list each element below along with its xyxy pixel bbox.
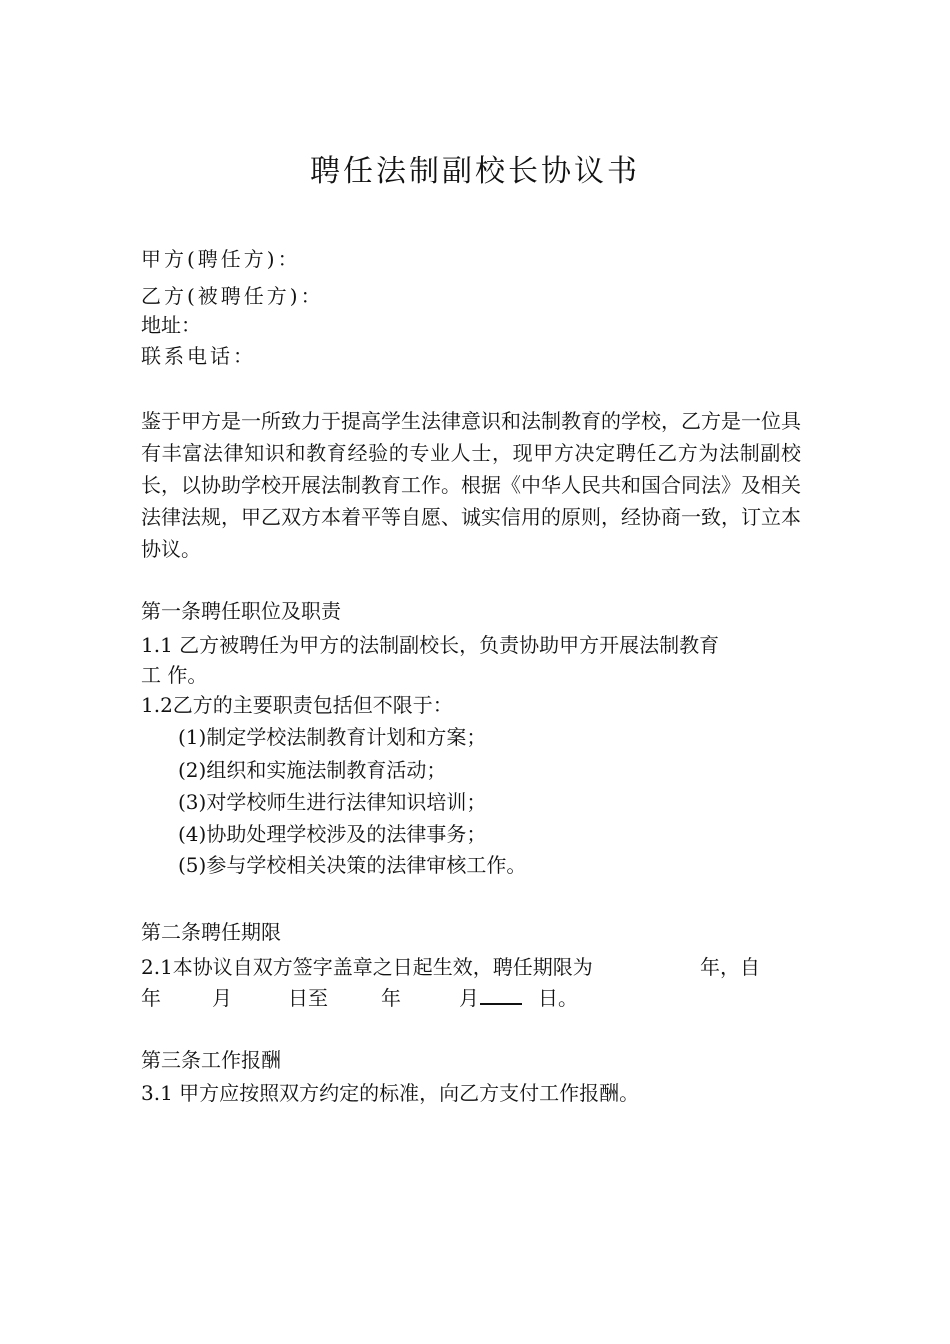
duty-item: (5)参与学校相关决策的法律审核工作。 bbox=[178, 853, 527, 877]
duty-item: (2)组织和实施法制教育活动； bbox=[178, 758, 447, 782]
clause-1-1-line1: 1.1 乙方被聘任为甲方的法制副校长，负责协助甲方开展法制教育 bbox=[141, 633, 720, 657]
party-b-label: 乙方(被聘任方)： bbox=[141, 284, 324, 308]
article-1-heading: 第一条聘任职位及职责 bbox=[141, 599, 341, 623]
date-month-1: 月 bbox=[212, 986, 232, 1010]
document-title: 聘任法制副校长协议书 bbox=[310, 154, 640, 189]
clause-3-1: 3.1 甲方应按照双方约定的标准，向乙方支付工作报酬。 bbox=[141, 1081, 640, 1105]
date-day-1: 日至 bbox=[288, 986, 328, 1010]
address-label: 地址： bbox=[141, 313, 201, 337]
duty-item: (3)对学校师生进行法律知识培训； bbox=[178, 790, 487, 814]
phone-label: 联系电话： bbox=[141, 344, 256, 368]
article-2-heading: 第二条聘任期限 bbox=[141, 920, 281, 944]
clause-2-1-year: 年，自 bbox=[700, 955, 760, 979]
clause-2-1-part1: 2.1本协议自双方签字盖章之日起生效，聘任期限为 bbox=[141, 955, 593, 979]
date-year-1: 年 bbox=[141, 986, 161, 1010]
clause-1-1-line2: 工 作。 bbox=[141, 663, 208, 687]
duty-item: (1)制定学校法制教育计划和方案； bbox=[178, 725, 487, 749]
duty-item: (4)协助处理学校涉及的法律事务； bbox=[178, 822, 487, 846]
date-day-2: 日。 bbox=[538, 986, 578, 1010]
clause-1-2: 1.2乙方的主要职责包括但不限于： bbox=[141, 693, 453, 717]
date-year-2: 年 bbox=[381, 986, 401, 1010]
preamble-paragraph: 鉴于甲方是一所致力于提高学生法律意识和法制教育的学校，乙方是一位具有丰富法律知识和教育经验的专业人士，现甲方决定聘任乙方为法制副校长，以协助学校开展法制教育工作。根据《中华人民共和国合同法》及相关法律法规，甲乙双方本着平等自愿、诚实信用的原则，经协商一致，订立本协议。 bbox=[141, 409, 801, 561]
article-3-heading: 第三条工作报酬 bbox=[141, 1048, 281, 1072]
party-a-label: 甲方(聘任方)： bbox=[141, 247, 301, 271]
blank-underline bbox=[480, 985, 522, 1005]
date-month-2: 月 bbox=[459, 986, 479, 1010]
